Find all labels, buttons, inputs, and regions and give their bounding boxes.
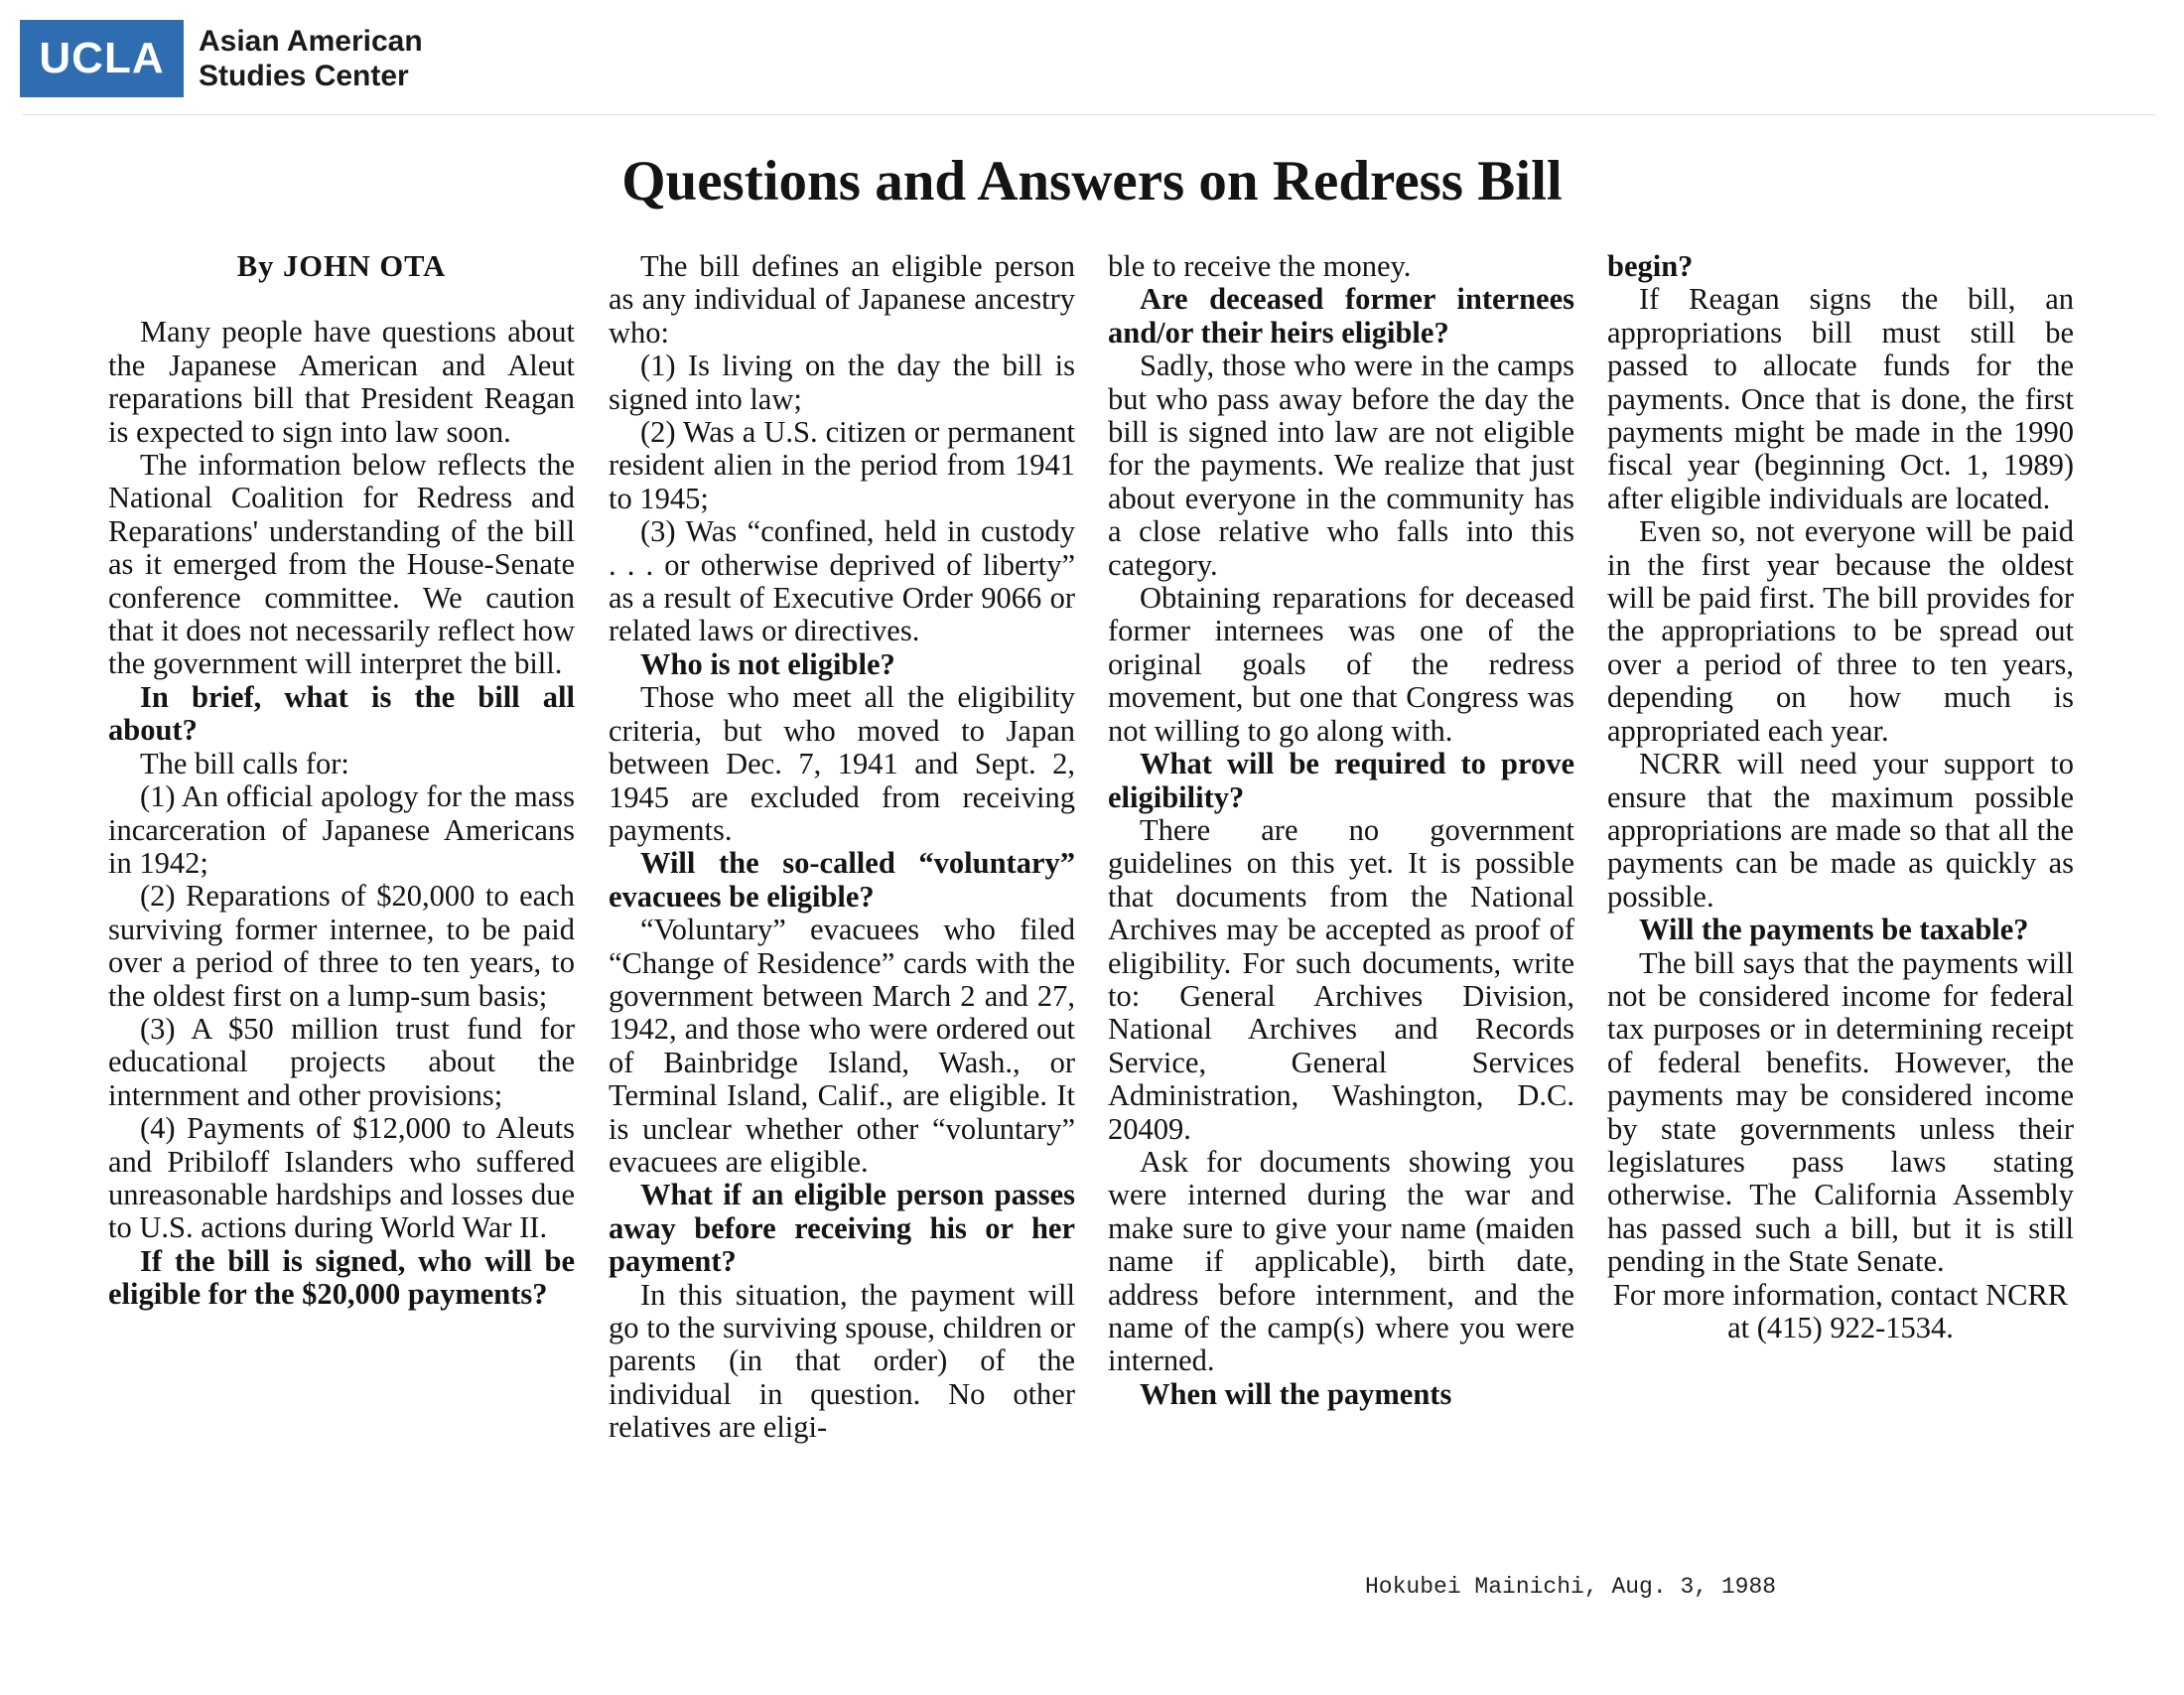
body-paragraph: If Reagan signs the bill, an appropriations bill must still be passed to allocate funds for the payments. Once that is done, the first payments might be made in the 1990 fiscal year (beginning Oct. 1, 1989) after eligible individuals are located. [1607,282,2074,515]
question-heading: Are deceased former internees and/or their heirs eligible? [1108,282,1574,350]
question-heading: begin? [1607,249,1694,283]
body-paragraph: (3) Was “confined, held in custody . . . or otherwise deprived of liberty” as a result of Executive Order 9066 or related laws or directives. [609,514,1075,648]
article-column-3 [1108,250,1574,1411]
body-paragraph: “Voluntary” evacuees who filed “Change of Residence” cards with the government between March 2 and 27, 1942, and those who were ordered out of Bainbridge Island, Wash., or Terminal Island, Calif., are eligible. It is unclear whether other “voluntary” evacuees are eligible. [609,913,1075,1179]
body-paragraph: Obtaining reparations for deceased former internees was one of the original goals of the redress movement, but one that Congress was not willing to go along with. [1108,581,1574,748]
question-heading: Will the payments be taxable? [1639,913,2029,947]
body-paragraph: (2) Reparations of $20,000 to each surviving former internee, to be paid over a period of three to ten years, to the oldest first on a lump-sum basis; [108,879,575,1013]
body-paragraph: ble to receive the money. [1108,249,1412,283]
body-paragraph: The bill says that the payments will not be considered income for federal tax purposes or in determining receipt of federal benefits. However, the payments may be considered income by state governments unless their legislatures pass laws stating otherwise. The California Assembly has passed such a bill, but it is still pending in the State Senate. [1607,945,2074,1279]
body-paragraph: (3) A $50 million trust fund for educational projects about the internment and other provisions; [108,1011,575,1112]
source-citation: Hokubei Mainichi, Aug. 3, 1988 [1365,1574,1777,1600]
body-paragraph: NCRR will need your support to ensure that the maximum possible appropriations are made so that all the payments can be made as quickly as possible. [1607,747,2074,914]
body-paragraph: In this situation, the payment will go to the surviving spouse, children or parents (in that order) of the individual in question. No other relatives are eligi- [609,1277,1075,1445]
article-column-2 [609,250,1075,1445]
body-paragraph: The information below reflects the National Coalition for Redress and Reparations' understanding of the bill as it emerged from the House-Senate conference committee. We caution that it does not necessarily reflect how the government will interpret the bill. [108,448,575,681]
body-paragraph: Those who meet all the eligibility criteria, but who moved to Japan between Dec. 7, 1941 and Sept. 2, 1945 are excluded from receiving payments. [609,680,1075,847]
ucla-logo: UCLA [20,20,184,97]
question-heading: What if an eligible person passes away before receiving his or her payment? [609,1178,1075,1279]
body-paragraph: (2) Was a U.S. citizen or permanent resident alien in the period from 1941 to 1945; [609,415,1075,515]
question-heading: In brief, what is the bill all about? [108,679,575,748]
body-paragraph: (1) An official apology for the mass incarceration of Japanese Americans in 1942; [108,779,575,880]
article-column-1 [108,250,575,1312]
body-paragraph: Even so, not everyone will be paid in the first year because the oldest will be paid first. The bill provides for the appropriations to be spread out over a period of three to ten years, depending on how much is appropriated each year. [1607,514,2074,748]
body-paragraph: The bill calls for: [140,746,349,780]
center-name-line2: Studies Center [199,60,409,92]
body-paragraph: (4) Payments of $12,000 to Aleuts and Pribiloff Islanders who suffered unreasonable hardships and losses due to U.S. actions during World War II. [108,1111,575,1245]
body-paragraph: For more information, contact NCRR at (415) 922-1534. [1612,1277,2069,1344]
article-headline: Questions and Answers on Redress Bill [621,150,1563,212]
body-paragraph: The bill defines an eligible person as any individual of Japanese ancestry who: [609,249,1075,350]
center-name [199,24,423,93]
question-heading: If the bill is signed, who will be eligible for the $20,000 payments? [108,1243,575,1312]
question-heading: Will the so-called “voluntary” evacuees be eligible? [609,846,1075,914]
body-paragraph: Many people have questions about the Japanese American and Aleut reparations bill that President Reagan is expected to sign into law soon. [108,315,575,449]
question-heading: When will the payments [1140,1376,1452,1411]
center-name-line1: Asian American [199,25,423,58]
body-paragraph: There are no government guidelines on this yet. It is possible that documents from the National Archives may be accepted as proof of eligibility. For such documents, write to: General Archives Division, National Archives and Records Service, General Services Administration, Washington, D.C. 20409. [1108,812,1574,1146]
body-paragraph: (1) Is living on the day the bill is signed into law; [609,349,1075,416]
body-paragraph: Ask for documents showing you were interned during the war and make sure to give your name (maiden name if applicable), birth date, address before internment, and the name of the camp(s) where you were interned. [1108,1144,1574,1378]
byline: By JOHN OTA [236,249,447,283]
header-divider [22,114,2156,115]
article-column-4 [1607,250,2074,1344]
body-paragraph: Sadly, those who were in the camps but who pass away before the day the bill is signed into law are not eligible for the payments. We realize that just about everyone in the community has a close relative who falls into this category. [1108,349,1574,582]
question-heading: Who is not eligible? [640,646,895,681]
question-heading: What will be required to prove eligibility? [1108,747,1574,814]
